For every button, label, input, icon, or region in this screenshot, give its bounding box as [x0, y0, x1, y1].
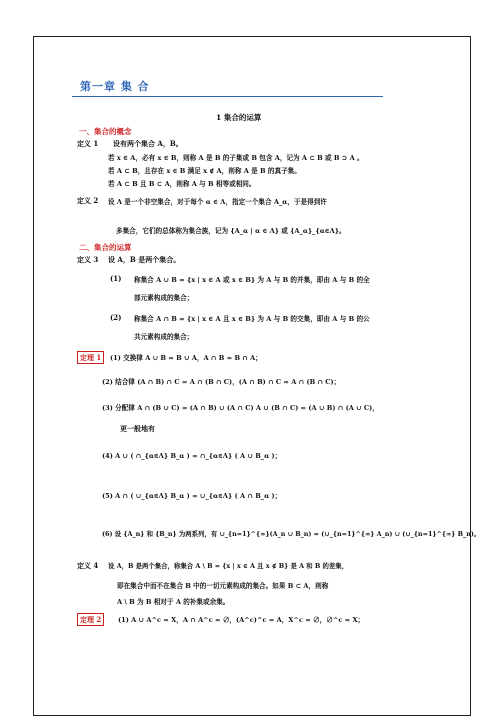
def4-label: 定义 4: [77, 561, 99, 570]
def2-label: 定义 2: [77, 196, 99, 205]
thm1-associative: (2) 结合律 (A ∩ B) ∩ C = A ∩ (B ∩ C)，(A ∩ B) ∩ C = A ∩ (B ∩ C)；: [102, 378, 341, 386]
chapter-rule: [72, 96, 383, 97]
def3-item1-line1: 称集合 A ∪ B = {x | x ∈ A 或 x ∈ B} 为 A 与 B 的并集，即由 A 与 B 的全: [134, 276, 370, 284]
thm1-generally: 更一般地有: [120, 424, 155, 433]
def1-label: 定义 1: [77, 139, 99, 148]
def4-line3: A \ B 为 B 相对于 A 的补集或余集。: [117, 598, 230, 606]
thm1-label: 定理 1: [77, 351, 104, 364]
def3-label: 定义 3: [77, 255, 99, 264]
def3-intro: 设 A，B 是两个集合。: [108, 255, 181, 264]
def2-line2: 多集合，它们的总体称为集合族，记为 {A_α | α ∈ Λ} 或 {A_α}_{α∈Λ}。: [116, 227, 346, 235]
def3-item1-num: (1): [110, 274, 122, 283]
def3-item1-line2: 部元素构成的集合；: [134, 294, 194, 302]
def1-intro: 设有两个集合 A，B。: [113, 139, 183, 148]
def1-line3: 若 A ⊂ B 且 B ⊂ A，则称 A 与 B 相等或相同。: [108, 180, 256, 188]
def3-item2-num: (2): [110, 313, 122, 322]
thm1-item4: (4) A ∪ ( ∩_{α∈Λ} B_α ) = ∩_{α∈Λ} ( A ∪ B_α )；: [102, 452, 282, 460]
def2-line1: 设 Λ 是一个非空集合，对于每个 α ∈ Λ，指定一个集合 A_α，于是得到许: [108, 198, 327, 206]
thm1-commutative: (1) 交换律 A ∪ B = B ∪ A，A ∩ B = B ∩ A；: [110, 354, 262, 362]
thm1-item5: (5) A ∩ ( ∪_{α∈Λ} B_α ) = ∪_{α∈Λ} ( A ∩ B_α )；: [102, 492, 282, 500]
def1-line2: 若 A ⊂ B，且存在 x ∈ B 满足 x ∉ A，则称 A 是 B 的真子集。: [108, 167, 301, 175]
def1-line1: 若 x ∈ A，必有 x ∈ B，则称 A 是 B 的子集或 B 包含 A，记为 A ⊂ B 或 B ⊃ A 。: [108, 154, 364, 162]
thm2-item1: (1) A ∪ A^c = X，A ∩ A^c = ∅，(A^c)^c = A，X^c = ∅，∅^c = X；: [118, 616, 365, 624]
def3-item2-line1: 称集合 A ∩ B = {x | x ∈ A 且 x ∈ B} 为 A 与 B 的交集，即由 A 与 B 的公: [134, 315, 370, 323]
section-title: 1 集合的运算: [216, 113, 262, 122]
thm1-item6: (6) 设 {A_n} 和 {B_n} 为两系列，有 ∪_{n=1}^{∞}(A_n ∪ B_n) = (∪_{n=1}^{∞} A_n) ∪ (∪_{n=1}^{∞} B_n)。: [102, 530, 481, 538]
thm1-distributive: (3) 分配律 A ∩ (B ∪ C) = (A ∩ B) ∪ (A ∩ C) A ∪ (B ∩ C) = (A ∪ B) ∩ (A ∪ C)，: [102, 404, 379, 412]
heading-operations: 二、集合的运算: [79, 243, 132, 252]
def4-line2: 即在集合中而不在集合 B 中的一切元素构成的集合。如果 B ⊂ A，则称: [117, 582, 329, 590]
def4-line1: 设 A，B 是两个集合，称集合 A \ B = {x | x ∈ A 且 x ∉ B} 是 A 和 B 的差集，: [108, 562, 349, 570]
def3-item2-line2: 共元素构成的集合；: [134, 333, 194, 341]
chapter-title: 第一章 集 合: [80, 80, 150, 93]
heading-concept: 一、集合的概念: [79, 127, 132, 136]
thm2-label: 定理 2: [77, 613, 104, 626]
